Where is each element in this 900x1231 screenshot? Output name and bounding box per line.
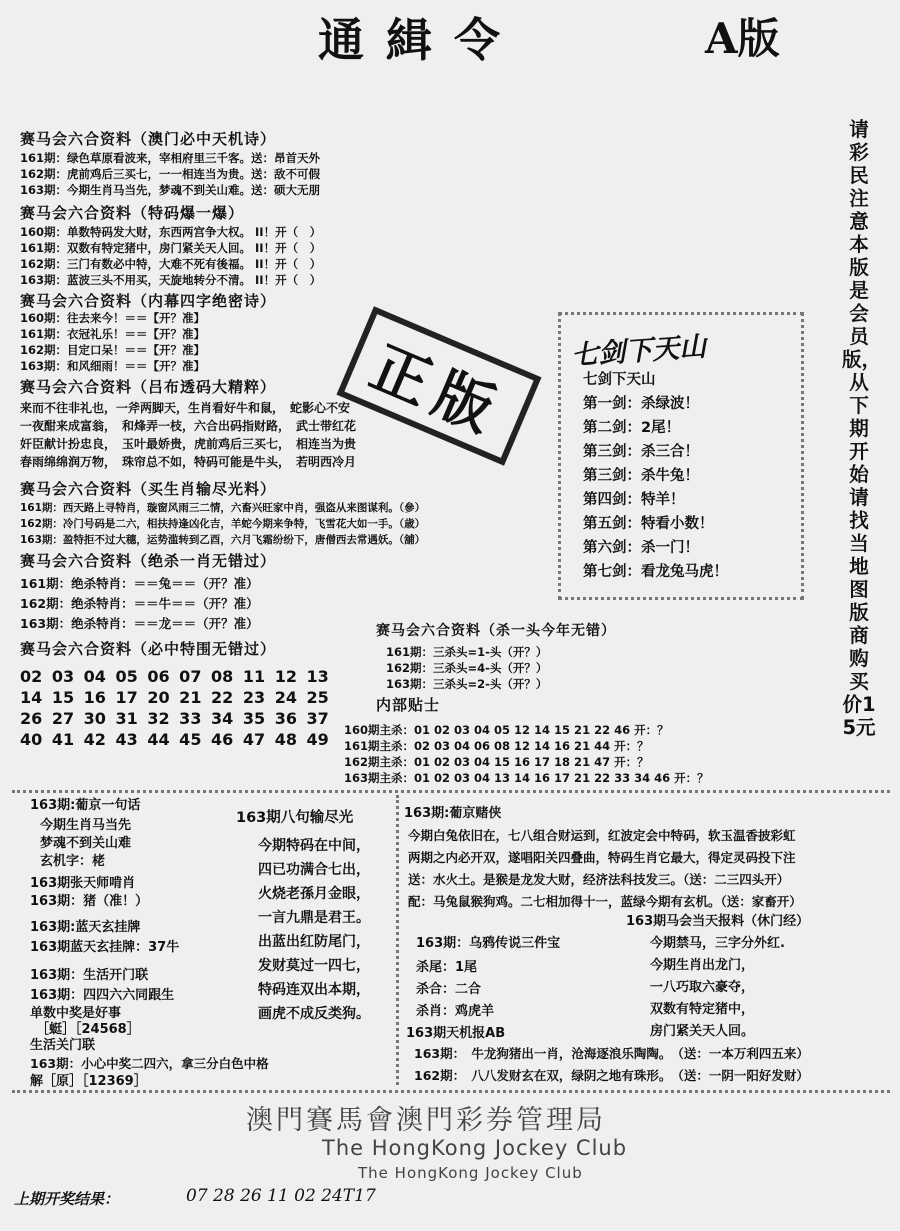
insider-line: 162期主杀：01 02 03 04 15 16 17 18 21 47 开：？ <box>344 755 649 769</box>
bl-line: 解［原］［12369］ <box>30 1074 147 1089</box>
divider <box>12 790 890 793</box>
jockey-report-line: 一八巧取六豪夺， <box>650 980 755 995</box>
tianji-line: 163期： 牛龙狗猪出一肖，沧海逐浪乐陶陶。 （送：一本万利四五来） <box>414 1046 809 1061</box>
gambler-title: 163期:葡京赌侠 <box>404 806 502 821</box>
section-line: 162期：冷门号码是二六，相扶持逢凶化吉，羊蛇今期来争特，飞雪花大如一手。（歳） <box>20 518 426 530</box>
insider-title: 内部贴士 <box>376 696 441 714</box>
jockey-report-line: 今期生肖出龙门， <box>650 958 755 973</box>
section-title: 赛马会六合资料（必中特围无错过） <box>20 640 277 658</box>
section-line: 来而不往非礼也，一斧两脚天，生肖看好牛和鼠， 蛇影心不安 <box>20 401 351 415</box>
bl-line: 163期：四四六六同跟生 <box>30 988 175 1003</box>
section-title: 赛马会六合资料（吕布透码大精粹） <box>20 378 277 396</box>
kill-head-title: 赛马会六合资料（杀一头今年无错） <box>376 623 616 639</box>
footer-org-en-small: The HongKong Jockey Club <box>358 1164 583 1182</box>
sword-line: 第二剑：2尾！ <box>583 420 681 436</box>
poem-line: 特码连双出本期， <box>258 982 370 998</box>
poem-line: 出蓝出红防尾门， <box>258 934 370 950</box>
crow-line: 杀尾：1尾 <box>416 960 478 975</box>
poem-line: 画虎不成反类狗。 <box>258 1006 370 1022</box>
section-line: 一夜酣来成富翁， 和烽弄一枝，六合出码指财路， 武士带红花 <box>20 419 357 433</box>
section-line: 160期：单数特码发大财，东西两宫争大权。 II！开（ ） <box>20 225 322 239</box>
seven-swords-box <box>558 312 804 600</box>
sword-line: 第七剑：看龙兔马虎！ <box>583 564 728 580</box>
section-line: 163期：盈特拒不过大穗，运势滥转到乙酉，六月飞霜纷纷下，唐僧西去常遇妖。（舖） <box>20 534 426 546</box>
vertical-notice: 请彩民注意本版是会员版，从下期开始请找当地图版商购买价15元 <box>842 118 882 739</box>
crow-title: 163期：乌鸦传说三件宝 <box>416 936 561 951</box>
tianji-line: 162期： 八八发财玄在双，绿阴之地有珠形。 （送：一阴一阳好发财） <box>414 1068 809 1083</box>
bl-line: 163期：生活开门联 <box>30 968 149 983</box>
sword-line: 第三剑：杀三合！ <box>583 444 699 460</box>
section-line: 162期：目定口呆！＝＝【开？准】 <box>20 343 206 357</box>
eight-lines-title: 163期八句输尽光 <box>236 810 354 826</box>
section-line: 163期：今期生肖马当先，梦魂不到关山难。送：硕大无朋 <box>20 183 321 197</box>
bl-line: 单数中奖是好事 <box>30 1006 122 1021</box>
jockey-report-line: 房门紧关天人回。 <box>650 1024 755 1039</box>
section-line: 161期：双数有特定猪中，房门紧关天人回。 II！开（ ） <box>20 241 322 255</box>
jockey-report-title: 163期马会当天报料（休门经） <box>626 914 810 929</box>
insider-line: 161期主杀：02 03 04 06 08 12 14 16 21 44 开：？ <box>344 739 649 753</box>
sword-line: 第六剑：杀一门！ <box>583 540 699 556</box>
section-line: 163期：绝杀特肖：＝＝龙＝＝（开？准） <box>20 616 259 631</box>
gambler-line: 送：水火土。是猴是龙发大财，经济法科技发三。（送：二三四头开） <box>408 872 790 887</box>
section-title: 赛马会六合资料（内幕四字绝密诗） <box>20 292 277 310</box>
last-result-value: 07 28 26 11 02 24T17 <box>186 1186 376 1206</box>
footer-org-cn: 澳門賽馬會澳門彩券管理局 <box>246 1105 606 1136</box>
number-row: 40 41 42 43 44 45 46 47 48 49 <box>20 730 329 749</box>
section-line: 162期：虎前鸡后三买七，一一相连当为贵。送：敌不可假 <box>20 167 321 181</box>
number-row: 02 03 04 05 06 07 08 11 12 13 <box>20 667 329 686</box>
number-row: 14 15 16 17 20 21 22 23 24 25 <box>20 688 329 707</box>
section-line: 奸臣献计扮忠良， 玉叶最娇贵，虎前鸡后三买七， 相连当为贵 <box>20 437 357 451</box>
bl-line: 今期生肖马当先 <box>40 818 132 833</box>
section-title: 赛马会六合资料（买生肖输尽光料） <box>20 480 277 498</box>
section-line: 161期：绝杀特肖：＝＝兔＝＝（开？准） <box>20 576 259 591</box>
sword-line: 第一剑：杀绿波！ <box>583 396 699 412</box>
sword-line: 第三剑：杀牛兔！ <box>583 468 699 484</box>
edition-label: A版 <box>705 14 780 63</box>
last-result-label: 上期开奖结果： <box>14 1190 120 1208</box>
tianji-title: 163期天机报AB <box>406 1026 506 1041</box>
bl-line: 163期：小心中奖二四六，拿三分白色中格 <box>30 1056 269 1071</box>
section-line: 162期：绝杀特肖：＝＝牛＝＝（开？准） <box>20 596 259 611</box>
authentic-stamp <box>336 306 541 465</box>
bl-line: 163期:葡京一句话 <box>30 798 141 813</box>
poem-line: 一言九鼎是君王。 <box>258 910 370 926</box>
section-title: 赛马会六合资料（澳门必中天机诗） <box>20 130 277 148</box>
number-row: 26 27 30 31 32 33 34 35 36 37 <box>20 709 329 728</box>
bl-line: 163期:蓝天玄挂牌 <box>30 920 141 935</box>
stamp-text: 正版 <box>361 332 513 449</box>
sword-line: 第四剑：特羊！ <box>583 492 685 508</box>
bl-line: 163期张天师啃肖 <box>30 876 136 891</box>
gambler-line: 两期之内必开双，遂唱阳关四叠曲，特码生肖它最大，得定灵码投下注 <box>408 850 796 865</box>
section-line: 163期：蓝波三头不用买，天旋地转分不清。 II！开（ ） <box>20 273 322 287</box>
kill-head-line: 163期：三杀头=2-头（开？） <box>386 677 548 691</box>
kill-head-line: 162期：三杀头=4-头（开？） <box>386 661 548 675</box>
bl-line: 163期蓝天玄挂牌：37牛 <box>30 940 180 955</box>
section-line: 161期：衣冠礼乐！＝＝【开？准】 <box>20 327 206 341</box>
section-line: 163期：和风细雨！＝＝【开？准】 <box>20 359 206 373</box>
sword-line: 第五剑：特看小数！ <box>583 516 714 532</box>
jockey-report-line: 今期禁马，三字分外红. <box>650 936 785 951</box>
insider-line: 160期主杀：01 02 03 04 05 12 14 15 21 22 46 开：？ <box>344 723 669 737</box>
poem-line: 火烧老孫月金眼， <box>258 886 370 902</box>
section-title: 赛马会六合资料（绝杀一肖无错过） <box>20 552 277 570</box>
gambler-line: 今期白兔依旧在，七八组合财运到，红波定会中特码，软玉温香披彩虹 <box>408 828 796 843</box>
page-title: 通緝令 <box>318 13 522 67</box>
section-title: 赛马会六合资料（特码爆一爆） <box>20 204 245 222</box>
footer-org-en: The HongKong Jockey Club <box>322 1136 628 1160</box>
bl-line: ［蜓］［24568］ <box>36 1022 140 1037</box>
bl-line: 玄机字：栳 <box>40 854 106 869</box>
bl-line: 163期：猪（准！） <box>30 894 149 909</box>
poem-line: 四已功满合七出， <box>258 862 370 878</box>
bl-line: 生活关门联 <box>30 1038 96 1053</box>
jockey-report-line: 双数有特定猪中， <box>650 1002 755 1017</box>
section-line: 160期：往去来今！＝＝【开？准】 <box>20 311 206 325</box>
section-line: 161期：绿色草原看波来，宰相府里三千客。送：昂首天外 <box>20 151 321 165</box>
insider-line: 163期主杀：01 02 03 04 13 14 16 17 21 22 33 34 46 开：？ <box>344 771 709 785</box>
divider <box>396 795 399 1085</box>
crow-line: 杀肖：鸡虎羊 <box>416 1004 495 1019</box>
section-line: 161期：西天路上寻特肖，璇窗风雨三二情，六畜兴旺家中肖，强盗从来图谋利。（參） <box>20 502 426 514</box>
poem-line: 发财莫过一四七， <box>258 958 370 974</box>
kill-head-line: 161期：三杀头=1-头（开？） <box>386 645 548 659</box>
poem-line: 今期特码在中间， <box>258 838 370 854</box>
crow-line: 杀合：二合 <box>416 982 482 997</box>
swords-title: 七剑下天山 <box>583 372 656 388</box>
section-line: 162期：三门有数必中特，大难不死有後福。 II！开（ ） <box>20 257 322 271</box>
gambler-line: 配：马兔鼠猴狗鸡。二七相加得十一，蓝绿今期有玄机。（送：家畜开） <box>408 894 802 909</box>
swords-brush-title: 七剑下天山 <box>570 331 708 372</box>
section-line: 春雨绵绵润万物， 珠帘总不如，特码可能是牛头， 若明西冷月 <box>20 455 357 469</box>
bl-line: 梦魂不到关山难 <box>40 836 132 851</box>
